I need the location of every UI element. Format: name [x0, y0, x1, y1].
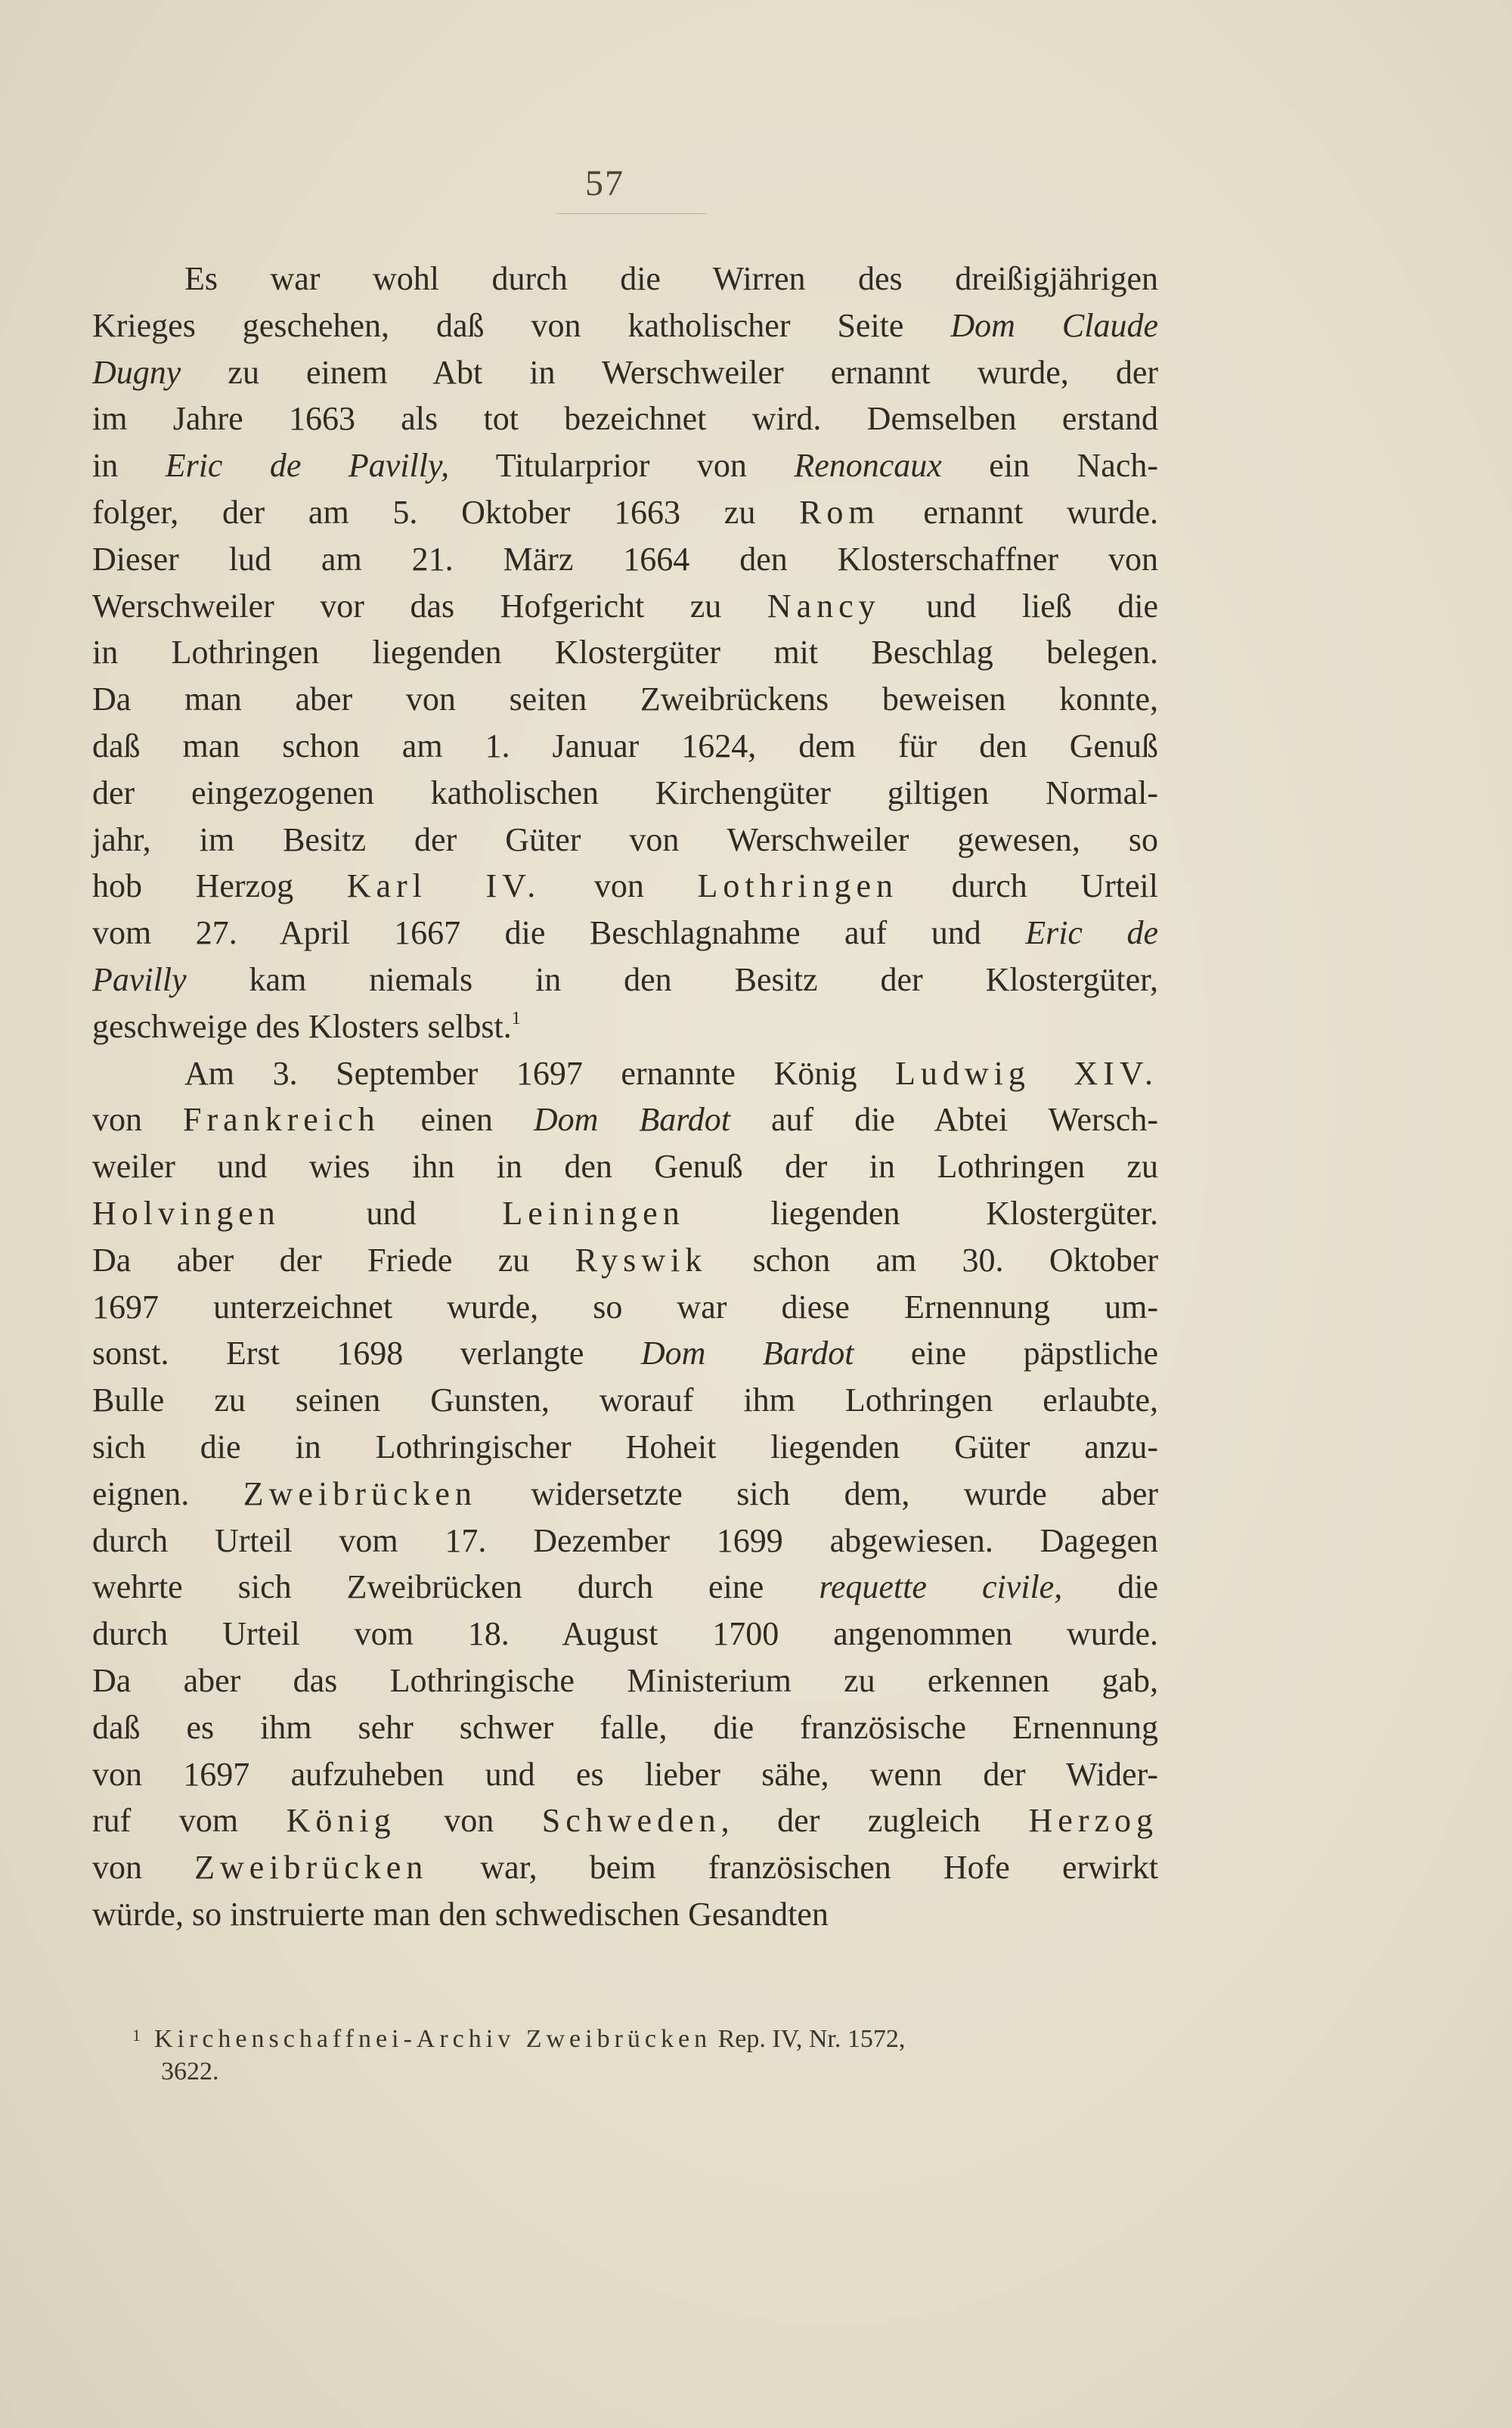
text-segment: Am 3. September 1697 ernannte König — [184, 1054, 896, 1092]
text-line — [92, 583, 1158, 630]
text-segment: sonst. Erst 1698 verlangte — [92, 1335, 641, 1372]
text-segment: einen — [380, 1101, 534, 1139]
text-segment: Da aber das Lothringische Ministerium zu erkennen gab, — [92, 1661, 1158, 1699]
text-line — [92, 817, 1158, 864]
text-segment: Es war wohl durch die Wirren des dreißigjährigen — [184, 260, 1158, 297]
text-line — [92, 770, 1158, 817]
text-segment: Werschweiler vor das Hofgericht zu — [92, 587, 767, 625]
text-segment: sich die in Lothringischer Hoheit liegenden Güter anzu- — [92, 1428, 1158, 1465]
text-line — [92, 1284, 1158, 1331]
italic-text: Eric de — [1025, 914, 1158, 952]
text-segment: eignen. — [92, 1474, 243, 1512]
text-segment: durch Urteil — [897, 867, 1159, 905]
text-segment: schon am 30. Oktober — [707, 1241, 1159, 1279]
paragraph — [92, 1050, 1158, 1938]
text-line — [92, 1050, 1158, 1097]
italic-text: requette civile, — [819, 1568, 1063, 1606]
text-segment: ruf vom — [92, 1802, 287, 1840]
italic-text: Pavilly — [92, 960, 187, 998]
italic-text: Dom Bardot — [533, 1101, 731, 1139]
text-segment: Da aber der Friede zu — [92, 1241, 575, 1279]
paragraph — [92, 256, 1158, 1050]
italic-text: Eric de Pavilly, — [165, 447, 450, 485]
text-segment: 3622. — [161, 2057, 219, 2085]
spaced-text: Herzog — [1028, 1802, 1159, 1840]
text-segment: war, beim französischen Hofe erwirkt — [428, 1849, 1158, 1887]
spaced-text: Lothringen — [697, 867, 898, 905]
spaced-text: Zweibrücken — [194, 1849, 429, 1887]
text-segment: folger, der am 5. Oktober 1663 zu — [92, 493, 800, 531]
text-segment: in Lothringen liegenden Klostergüter mit Beschlag belegen. — [92, 634, 1158, 671]
page-number-rule — [556, 213, 707, 214]
text-line — [92, 1564, 1158, 1611]
text-segment: wehrte sich Zweibrücken durch eine — [92, 1568, 820, 1606]
italic-text: Dom Claude — [950, 306, 1159, 344]
text-line — [92, 1844, 1158, 1891]
footnote-line — [132, 2054, 1160, 2090]
spaced-text: Schweden — [541, 1802, 721, 1840]
text-segment: würde, so instruierte man den schwedischen Gesandten — [92, 1895, 829, 1933]
text-segment: durch Urteil vom 17. Dezember 1699 abgewiesen. Dagegen — [92, 1521, 1158, 1559]
text-segment: von — [395, 1802, 542, 1840]
text-segment: weiler und wies ihn in den Genuß der in Lothringen zu — [92, 1148, 1158, 1186]
text-line — [92, 676, 1158, 723]
text-segment: Da man aber von seiten Zweibrückens beweisen konnte, — [92, 681, 1158, 718]
text-segment: , der zugleich — [720, 1802, 1029, 1840]
footnote-reference: 1 — [511, 1008, 521, 1028]
spaced-text: Frankreich — [183, 1101, 380, 1139]
text-segment: Titularprior von — [449, 447, 795, 485]
text-segment: Dieser lud am 21. März 1664 den Klosterschaffner von — [92, 540, 1158, 578]
text-line — [92, 442, 1158, 489]
spaced-text: Ludwig XIV. — [895, 1054, 1158, 1092]
text-line — [92, 395, 1158, 442]
text-segment: durch Urteil vom 18. August 1700 angenommen wurde. — [92, 1615, 1158, 1653]
text-line — [92, 536, 1158, 583]
footnote — [132, 2017, 1160, 2090]
text-segment: von 1697 aufzuheben und es lieber sähe, wenn der Wider- — [92, 1755, 1158, 1793]
italic-text: Dugny — [92, 353, 181, 391]
text-segment: vom 27. April 1667 die Beschlagnahme auf und — [92, 914, 1026, 952]
text-line — [92, 1657, 1158, 1704]
text-segment: jahr, im Besitz der Güter von Werschweiler gewesen, so — [92, 820, 1158, 858]
text-line — [92, 957, 1158, 1003]
text-segment: ernannt wurde. — [879, 493, 1158, 531]
text-segment: und — [280, 1194, 503, 1232]
text-segment: und ließ die — [880, 587, 1159, 625]
text-line — [92, 1096, 1158, 1143]
text-line — [92, 910, 1158, 957]
text-segment: kam niemals in den Besitz der Klostergüter, — [186, 960, 1158, 998]
text-segment: Krieges geschehen, daß von katholischer Seite — [92, 306, 951, 344]
footnote-marker: 1 — [132, 2026, 141, 2045]
text-line — [92, 1518, 1158, 1564]
footnote-line — [132, 2017, 1160, 2054]
spaced-text: König — [286, 1802, 396, 1840]
text-segment: widersetzte sich dem, wurde aber — [476, 1474, 1158, 1512]
text-segment: geschweige des Klosters selbst. — [92, 1007, 512, 1045]
text-segment: der eingezogenen katholischen Kirchengüter giltigen Normal- — [92, 774, 1158, 811]
spaced-text: Karl IV. — [346, 867, 541, 905]
text-segment: von — [541, 867, 698, 905]
footnotes — [132, 2017, 1160, 2090]
text-segment: auf die Abtei Wersch- — [730, 1101, 1158, 1139]
text-line — [92, 723, 1158, 770]
text-line — [92, 629, 1158, 676]
spaced-text: Rom — [799, 493, 880, 531]
spaced-text: Leiningen — [502, 1194, 685, 1232]
italic-text: Dom Bardot — [640, 1335, 854, 1372]
body-text — [92, 256, 1158, 1938]
text-segment: eine päpstliche — [854, 1335, 1158, 1372]
text-line — [92, 302, 1158, 349]
text-line — [92, 1003, 1158, 1050]
text-line — [92, 489, 1158, 536]
text-segment: zu einem Abt in Werschweiler ernannt wurde, der — [181, 353, 1158, 391]
spaced-text: Kirchenschaffnei-Archiv Zweibrücken — [154, 2025, 712, 2053]
text-line — [92, 1471, 1158, 1518]
spaced-text: Holvingen — [92, 1194, 280, 1232]
text-line — [92, 256, 1158, 302]
text-segment: Bulle zu seinen Gunsten, worauf ihm Lothringen erlaubte, — [92, 1381, 1158, 1419]
text-segment: von — [92, 1101, 183, 1139]
text-segment: von — [92, 1849, 195, 1887]
spaced-text: Ryswik — [575, 1241, 708, 1279]
text-line — [92, 1237, 1158, 1284]
italic-text: Renoncaux — [794, 447, 942, 485]
text-line — [92, 1143, 1158, 1190]
text-line — [92, 1704, 1158, 1751]
text-line — [92, 1190, 1158, 1237]
text-line — [92, 1611, 1158, 1657]
spaced-text: Zweibrücken — [243, 1474, 477, 1512]
text-segment: daß man schon am 1. Januar 1624, dem für den Genuß — [92, 727, 1158, 764]
text-segment: im Jahre 1663 als tot bezeichnet wird. Demselben erstand — [92, 400, 1158, 438]
text-line — [92, 1424, 1158, 1471]
text-line — [92, 1797, 1158, 1844]
text-line — [92, 349, 1158, 396]
text-segment: Rep. IV, Nr. 1572, — [711, 2025, 906, 2053]
text-segment: die — [1062, 1568, 1158, 1606]
text-line — [92, 1377, 1158, 1424]
text-line — [92, 1751, 1158, 1798]
text-line — [92, 1891, 1158, 1938]
text-segment: hob Herzog — [92, 867, 347, 905]
text-segment: 1697 unterzeichnet wurde, so war diese Ernennung um- — [92, 1288, 1158, 1326]
text-segment: ein Nach- — [941, 447, 1158, 485]
text-segment: liegenden Klostergüter. — [684, 1194, 1158, 1232]
text-segment: in — [92, 447, 166, 485]
text-line — [92, 1330, 1158, 1377]
spaced-text: Nancy — [767, 587, 881, 625]
text-segment: daß es ihm sehr schwer falle, die französische Ernennung — [92, 1708, 1158, 1746]
page-number: 57 — [585, 163, 624, 203]
text-line — [92, 863, 1158, 910]
